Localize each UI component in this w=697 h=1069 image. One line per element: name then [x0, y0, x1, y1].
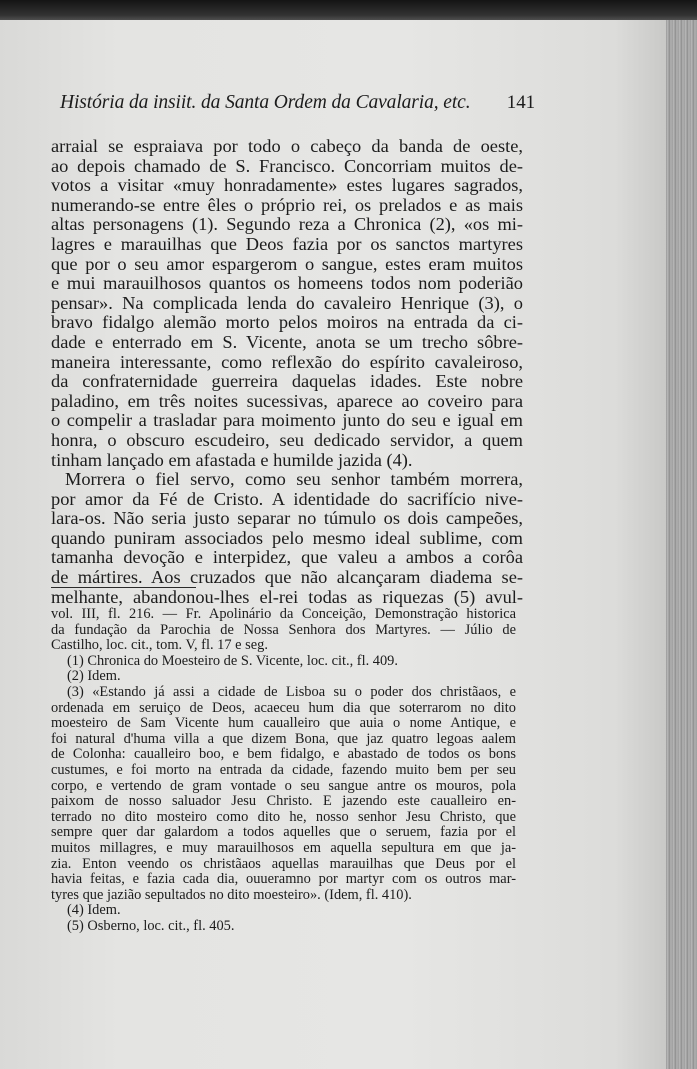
- footnote-line: sempre quer dar galardom a todos aquelles que o seruem, fazia por el: [51, 824, 516, 841]
- body-line: lagres e marauilhas que Deos fazia por os sanctos martyres: [51, 233, 523, 254]
- footnotes: [51, 607, 516, 934]
- footnote-line: corpo, e vertendo de gram vontade o seu sangue antre os mouros, pola: [51, 777, 516, 794]
- footnote-line: moesteiro de Sam Vicente hum caualleiro que auia o nome Antique, e: [51, 715, 516, 732]
- scan-top-border: [0, 0, 697, 22]
- running-title: História da insiit. da Santa Ordem da Cavalaria, etc.: [60, 92, 471, 113]
- footnote-line: muitos millagres, e muy marauilhosos em aquella sepultura em que ja-: [51, 839, 516, 856]
- body-line: quando puniram associados pelo mesmo ideal sublime, com: [51, 527, 523, 548]
- body-line: votos a visitar «muy honradamente» estes lugares sagrados,: [51, 175, 523, 196]
- running-header: [60, 92, 535, 120]
- footnote-line: foi natural d'huma villa a que dizem Bona, que jaz quatro legoas aalem: [51, 730, 516, 747]
- body-line: de mártires. Aos cruzados que não alcançaram diadema se-: [51, 567, 523, 588]
- footnote-line: de Colonha: caualleiro boo, e bem fidalgo, e abastado de todos os bons: [51, 746, 516, 763]
- body-line: maneira interessante, como reflexão do espírito cavaleiroso,: [51, 351, 523, 372]
- footnote-3: (3) «Estando já assi a cidade de Lisboa su o poder dos christãaos, e: [67, 683, 516, 700]
- body-line-paragraph-end: tinham lançado em afastada e humilde jazida (4).: [51, 449, 413, 470]
- body-line: honra, o obscuro escudeiro, seu dedicado servidor, a quem: [51, 429, 523, 450]
- body-line: ao depois chamado de S. Francisco. Concorriam muitos de-: [51, 155, 523, 176]
- footnote-line: ordenada em seruiço de Deos, acaeceu hum dia que soterrarom no dito: [51, 699, 516, 716]
- footnote-line: tyres que jazião sepultados no dito moesteiro». (Idem, fl. 410).: [51, 886, 412, 903]
- footnote-line: custumes, e foi morto na entrada da cidade, fazendo muito bem per seu: [51, 761, 516, 778]
- footnote-line: paixom de nosso saluador Jesu Christo. E jazendo este caualleiro en-: [51, 793, 516, 810]
- body-line: tamanha devoção e interpidez, que valeu a ambos a corôa: [51, 547, 523, 568]
- page-number: 141: [506, 92, 535, 113]
- footnote-2: (2) Idem.: [67, 668, 121, 685]
- body-line: altas personagens (1). Segundo reza a Chronica (2), «os mi-: [51, 214, 523, 235]
- footnote-line: zia. Enton veendo os christãaos aquellas marauilhas que Deus por el: [51, 855, 516, 872]
- body-text: [51, 137, 523, 607]
- footnote-4: (4) Idem.: [67, 902, 121, 919]
- body-line: o compelir a trasladar para moimento junto do seu e igual em: [51, 410, 523, 431]
- body-line: da confraternidade guerreira daquelas idades. Este nobre: [51, 371, 523, 392]
- body-line: que por o seu amor espargerom o sangue, estes eram muitos: [51, 253, 523, 274]
- body-line: lara-os. Não seria justo separar no túmulo os dois campeões,: [51, 508, 523, 529]
- body-line-paragraph-start: Morrera o fiel servo, como seu senhor também morrera,: [65, 469, 523, 490]
- footnote-line: Castilho, loc. cit., tom. V, fl. 17 e seg.: [51, 637, 268, 654]
- body-line: bravo fidalgo alemão morto pelos moiros na entrada da ci-: [51, 312, 523, 333]
- footnote-line: vol. III, fl. 216. — Fr. Apolinário da Conceição, Demonstração historica: [51, 606, 516, 622]
- body-line: paladino, em três noites sucessivas, aparece ao coveiro para: [51, 390, 523, 411]
- footnote-separator: [51, 587, 196, 588]
- footnote-line: da fundação da Parochia de Nossa Senhora dos Martyres. — Júlio de: [51, 621, 516, 638]
- footnote-5: (5) Osberno, loc. cit., fl. 405.: [67, 917, 235, 934]
- body-line: melhante, abandonou-lhes el-rei todas as riquezas (5) avul-: [51, 586, 523, 607]
- body-line: pensar». Na complicada lenda do cavaleiro Henrique (3), o: [51, 292, 523, 313]
- footnote-line: havia feitas, e fazia cada dia, ouueramno por martyr com os outros mar-: [51, 871, 516, 888]
- page-edge-stack: [666, 20, 697, 1069]
- footnote-1: (1) Chronica do Moesteiro de S. Vicente, loc. cit., fl. 409.: [67, 652, 398, 669]
- body-line: numerando-se entre êles o próprio rei, os prelados e as mais: [51, 194, 523, 215]
- body-line: e mui marauilhosos quantos os homeens todos nom poderião: [51, 273, 523, 294]
- body-line: por amor da Fé de Cristo. A identidade do sacrifício nive-: [51, 488, 523, 509]
- footnote-line: terrado no dito mosteiro como dito he, nosso senhor Jesu Christo, que: [51, 808, 516, 825]
- body-line: arraial se espraiava por todo o cabeço da banda de oeste,: [51, 136, 523, 156]
- body-line: dade e enterrado em S. Vicente, anota se um trecho sôbre-: [51, 331, 523, 352]
